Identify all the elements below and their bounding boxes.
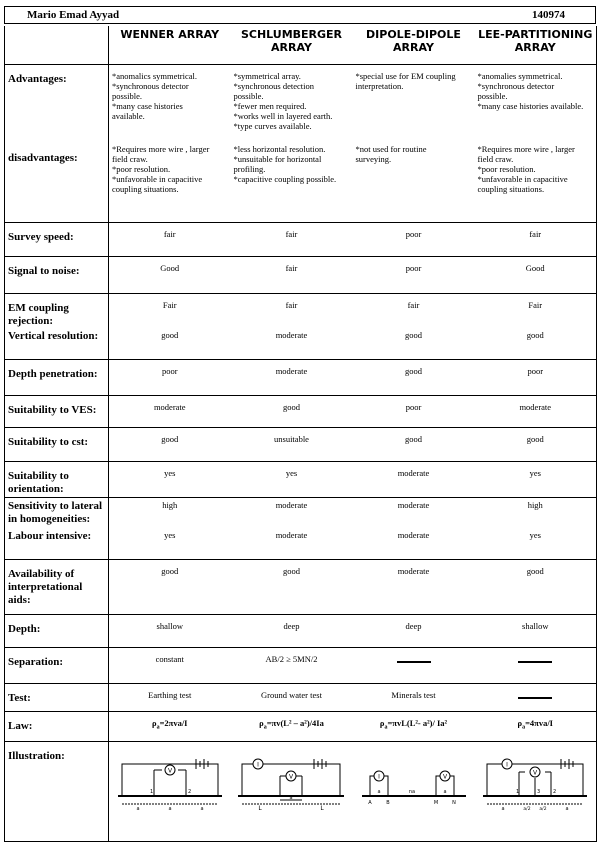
text-line: *unsuitable for horizontal [233,154,322,164]
law-formula: $\rho_a=\pi v(L^2 - a^2)/4Ia$ [231,712,353,742]
text-line: interpretation. [355,80,404,91]
svg-text:V: V [442,773,447,781]
row-label: Suitability to cst: [5,428,109,462]
cell-value: good [109,560,231,615]
text-line: *anomalies symmetrical. [477,70,563,81]
cell-value [475,684,597,712]
header-box [4,6,596,24]
cell-value: poor [353,396,475,428]
col-header-wenner: WENNER ARRAY [109,26,231,64]
svg-text:1: 1 [149,789,153,795]
cell-value: constant [109,648,231,684]
comparison-table [4,26,597,842]
cell-value: moderate [275,500,308,510]
row-label: EM coupling rejection: [5,293,109,328]
table-row [5,615,597,648]
disadvantages-lee [475,144,597,222]
cell-value: fair [231,222,353,256]
table-row [5,360,597,396]
advantages-dipole [353,64,475,144]
text-line: *less horizontal resolution. [233,144,326,154]
cell-value: deep [231,615,353,648]
cell-value: good [353,360,475,396]
cell-value: yes [231,462,353,498]
cell-value: good [353,428,475,462]
table-row [5,222,597,256]
row-label: Signal to noise: [5,256,109,293]
text-line: *unfavorable in capacitive [112,174,203,184]
svg-text:N: N [451,800,456,806]
svg-text:I: I [506,761,509,769]
law-formula: $\rho_a=2\pi va/I$ [109,712,231,742]
cell-value: Fair [475,293,597,328]
svg-text:a: a [501,806,505,812]
cell-value: Minerals test [353,684,475,712]
svg-text:a: a [200,806,204,812]
illustration-row [5,742,597,842]
row-label: Suitability to orientation: [5,462,109,498]
dash-line [518,661,552,663]
table-row [5,528,597,560]
svg-text:a: a [376,789,381,795]
svg-text:a: a [565,806,569,812]
cell-value: unsuitable [231,428,353,462]
text-line: available. [112,110,145,121]
svg-text:V: V [533,769,538,777]
cell-value [475,648,597,684]
disadvantages-wenner [109,144,231,222]
table-row [5,328,597,360]
svg-text:V: V [167,767,172,775]
cell-value: fair [109,222,231,256]
illustration-lee [475,742,597,842]
table-row [5,256,597,293]
text-line: coupling situations. [112,184,179,194]
cell-value: poor [109,360,231,396]
advantages-lee [475,64,597,144]
table-row [5,462,597,498]
row-label: Separation: [5,648,109,684]
text-line: *capacitive coupling possible. [233,174,337,184]
text-line: *synchronous detection [233,80,314,91]
svg-text:M: M [433,800,438,806]
text-line: *special use for EM coupling [355,70,456,81]
separation-row [5,648,597,684]
disadvantages-schlumberger [231,144,353,222]
svg-text:L: L [319,805,324,812]
cell-value: moderate [231,528,353,560]
cell-value: deep [353,615,475,648]
svg-text:a: a [136,806,140,812]
law-row [5,712,597,742]
cell-value: AB/2 ≥ 5MN/2 [231,648,353,684]
text-line: possible. [233,90,264,101]
cell-value: fair [285,299,298,310]
row-label: disadvantages: [5,144,109,222]
cell-value: fair [475,222,597,256]
row-label: Depth penetration: [5,360,109,396]
svg-text:V: V [288,773,293,781]
table-row [5,396,597,428]
row-label: Labour intensive: [5,528,109,560]
advantages-wenner [109,64,231,144]
cell-value: moderate [397,500,430,510]
cell-value: moderate [231,360,353,396]
text-line: possible. [112,90,142,101]
svg-text:a: a [442,789,447,795]
svg-text:na: na [408,789,415,795]
cell-value: moderate [353,462,475,498]
text-line: *not used for routine [355,144,427,154]
text-line: *symmetrical array. [233,70,301,81]
text-line: *type curves available. [233,120,312,131]
col-header-dipole: DIPOLE-DIPOLE ARRAY [353,26,475,64]
text-line: field craw. [477,154,514,164]
row-label: Test: [5,684,109,712]
illustration-dipole [353,742,475,842]
svg-text:2: 2 [553,789,557,795]
cell-value: good [353,328,475,360]
dipole-diagram [358,756,470,812]
text-line: *anomalics symmetrical. [112,70,197,81]
text-line: *unfavorable in capacitive [477,174,568,184]
cell-value: shallow [109,615,231,648]
cell-value: moderate [353,528,475,560]
svg-text:a/2: a/2 [539,807,547,812]
row-label: Law: [5,712,109,742]
cell-value: poor [353,256,475,293]
corner-cell [5,26,109,64]
svg-text:I: I [256,761,259,769]
header-row [5,26,597,64]
dash-line [518,697,552,699]
cell-value: poor [353,222,475,256]
law-formula: $\rho_a=4\pi va/I$ [475,712,597,742]
advantages-schlumberger [231,64,353,144]
text-line: coupling situations. [477,184,545,194]
illustration-schlumberger [231,742,353,842]
cell-value: Earthing test [109,684,231,712]
row-label: Illustration: [5,742,109,842]
svg-text:3: 3 [537,789,541,795]
text-line: possible. [477,90,508,101]
cell-value: high [475,498,597,528]
cell-value: moderate [231,328,353,360]
text-line: *fewer men required. [233,100,307,111]
cell-value: good [475,328,597,360]
row-label: Survey speed: [5,222,109,256]
cell-value: fair [231,256,353,293]
svg-text:1: 1 [516,789,520,795]
cell-value: Good [109,256,231,293]
cell-value [353,648,475,684]
student-id: 140974 [532,9,565,21]
svg-text:B: B [385,800,390,806]
wenner-diagram [114,756,226,812]
cell-value: yes [109,528,231,560]
cell-value: yes [475,462,597,498]
author-name: Mario Emad Ayyad [27,9,120,21]
text-line: *many case histories [112,100,183,111]
table-row [5,560,597,615]
cell-value: shallow [475,615,597,648]
illustration-wenner [109,742,231,842]
cell-value: moderate [353,560,475,615]
row-label: Vertical resolution: [5,328,109,360]
lee-diagram [479,756,591,812]
table-row [5,428,597,462]
svg-text:L: L [257,805,262,812]
cell-value: good [231,396,353,428]
law-formula: $\rho_a=\pi vL(L^2-$ a²)/ Ia² [353,712,475,742]
cell-value: good [475,560,597,615]
cell-value: moderate [475,396,597,428]
cell-value: Ground water test [231,684,353,712]
cell-value: yes [109,462,231,498]
row-label: Suitability to VES: [5,396,109,428]
cell-value: good [109,428,231,462]
text-line: *many case histories available. [477,100,584,111]
table-row [5,293,597,328]
cell-value: Fair [109,293,231,328]
cell-value: good [231,560,353,615]
disadvantages-row [5,144,597,222]
svg-text:A: A [367,800,372,806]
col-header-lee: LEE-PARTITIONING ARRAY [475,26,597,64]
svg-text:2: 2 [187,789,191,795]
col-header-schlumberger: SCHLUMBERGER ARRAY [231,26,353,64]
text-line: *poor resolution. [112,164,171,174]
advantages-row [5,64,597,144]
text-line: field craw. [112,154,148,164]
text-line: *poor resolution. [477,164,536,174]
text-line: *works well in layered earth. [233,110,333,121]
cell-value: fair [407,299,420,310]
cell-value: yes [475,528,597,560]
disadvantages-dipole [353,144,475,222]
svg-text:a: a [168,806,172,812]
table-row [5,498,597,528]
cell-value: high [109,498,231,528]
dash-line [397,661,431,663]
cell-value: good [109,328,231,360]
text-line: profiling. [233,164,266,174]
schlumberger-diagram [236,756,348,812]
cell-value: moderate [109,396,231,428]
test-row [5,684,597,712]
svg-text:a: a [288,795,293,801]
svg-text:a/2: a/2 [523,807,531,812]
row-label: Advantages: [5,64,109,144]
text-line: *Requires more wire , larger [477,144,575,154]
row-label: Depth: [5,615,109,648]
row-label: Availability of interpretational aids: [5,560,109,615]
row-label: Sensitivity to lateral in homogeneities: [5,498,109,528]
cell-value: good [475,428,597,462]
cell-value: Good [475,256,597,293]
text-line: *synchronous detector [112,80,189,91]
svg-text:I: I [377,773,380,781]
cell-value: poor [475,360,597,396]
text-line: *Requires more wire , larger [112,144,210,154]
text-line: surveying. [355,154,392,164]
text-line: *synchronous detector [477,80,555,91]
